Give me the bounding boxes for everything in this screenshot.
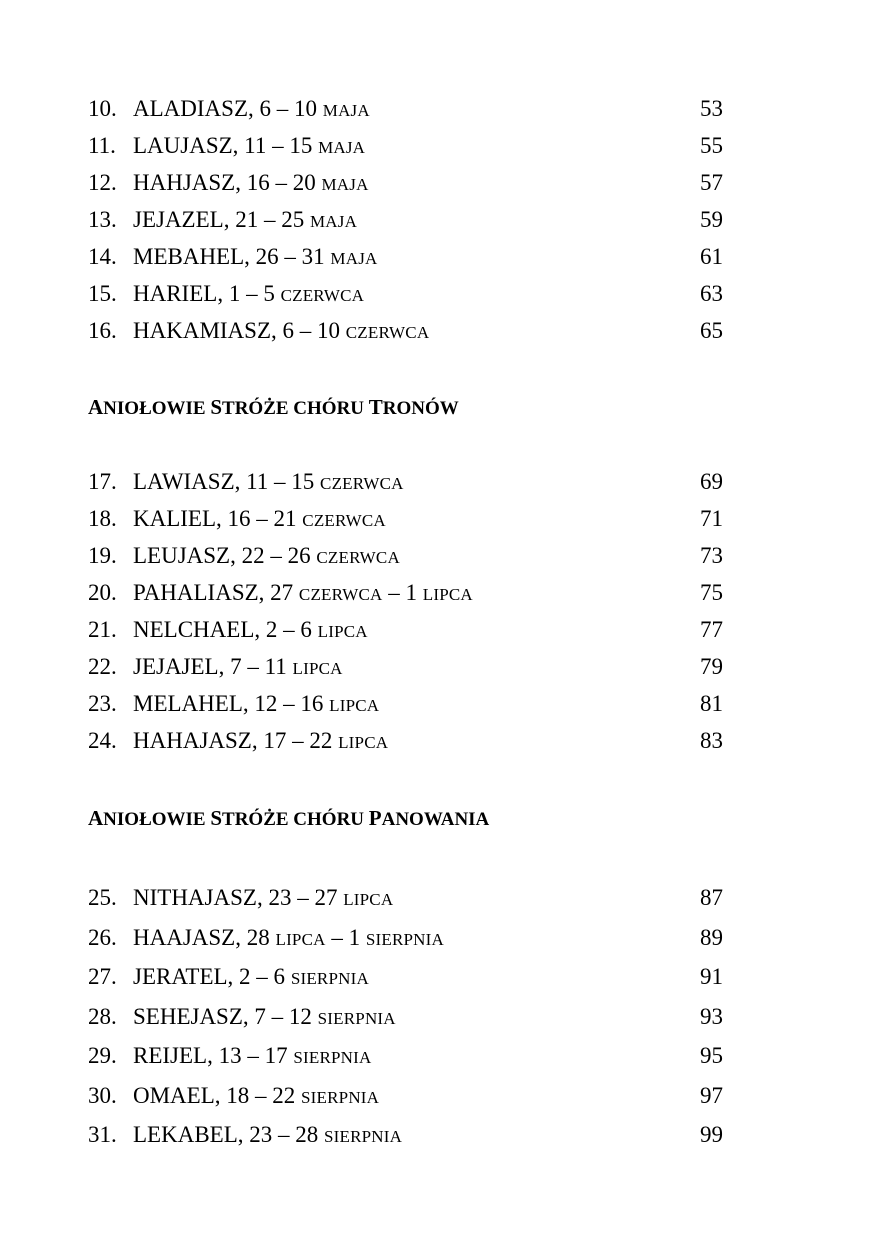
entry-page: 97 <box>700 1082 723 1108</box>
entry-title <box>133 127 365 166</box>
entry-page: 91 <box>700 964 723 989</box>
entry-number: 26. <box>88 924 117 950</box>
entry-title <box>133 275 364 314</box>
entry-number: 28. <box>88 1003 117 1029</box>
section-heading-thrones: ANIOŁOWIE STRÓŻE CHÓRU TRONÓW <box>88 395 459 419</box>
entry-page: 63 <box>700 281 723 306</box>
toc-entry <box>0 164 875 201</box>
entry-month: MAJA <box>318 138 366 157</box>
entry-name: JERATEL, 2 – 6 <box>133 964 286 989</box>
entry-number: 11. <box>88 133 116 158</box>
entry-month: MAJA <box>309 212 358 231</box>
entry-page: 83 <box>700 728 723 753</box>
entry-title <box>133 537 400 576</box>
entry-month: SIERPNIA <box>293 1048 372 1067</box>
toc-section-dominions <box>0 879 875 1156</box>
toc-entry <box>0 611 875 648</box>
entry-page: 79 <box>700 654 723 679</box>
entry-name: LEKABEL, 23 – 28 <box>133 1122 319 1147</box>
toc-entry <box>0 238 875 275</box>
entry-title <box>133 958 369 997</box>
entry-month-end: SIERPNIA <box>365 929 444 949</box>
entry-number: 10. <box>88 96 117 121</box>
entry-page: 65 <box>700 318 723 343</box>
entry-month: LIPCA <box>338 733 389 752</box>
toc-entry <box>0 685 875 722</box>
entry-month-end: LIPCA <box>422 585 473 604</box>
entry-month: CZERWCA <box>280 286 365 305</box>
toc-section-may-june <box>0 90 875 349</box>
entry-number: 18. <box>88 506 117 531</box>
entry-date-separator: – 1 <box>325 924 366 950</box>
entry-month: CZERWCA <box>298 585 383 604</box>
entry-number: 22. <box>88 654 117 679</box>
entry-name: JEJAZEL, 21 – 25 <box>133 207 305 232</box>
entry-title <box>133 998 396 1037</box>
toc-entry <box>0 998 875 1038</box>
entry-page: 55 <box>700 133 723 158</box>
entry-number: 16. <box>88 318 117 343</box>
toc-section-thrones <box>0 463 875 759</box>
toc-entry <box>0 1116 875 1156</box>
entry-page: 99 <box>700 1122 723 1147</box>
entry-number: 27. <box>88 964 117 989</box>
toc-entry <box>0 537 875 574</box>
entry-title <box>133 1116 402 1155</box>
toc-entry <box>0 312 875 349</box>
toc-entry <box>0 127 875 164</box>
entry-title <box>133 238 378 277</box>
entry-name: MEBAHEL, 26 – 31 <box>133 244 325 269</box>
entry-month: MAJA <box>322 101 370 120</box>
entry-number: 30. <box>88 1082 117 1108</box>
entry-name: SEHEJASZ, 7 – 12 <box>133 1003 312 1029</box>
section-heading-dominions: ANIOŁOWIE STRÓŻE CHÓRU PANOWANIA <box>88 806 490 830</box>
entry-month: CZERWCA <box>316 548 400 567</box>
toc-entry <box>0 574 875 611</box>
entry-number: 23. <box>88 691 117 716</box>
entry-page: 93 <box>700 1003 723 1029</box>
entry-number: 21. <box>88 617 117 642</box>
entry-title <box>133 648 343 687</box>
entry-page: 59 <box>700 207 723 232</box>
entry-name: HARIEL, 1 – 5 <box>133 281 275 306</box>
entry-page: 75 <box>700 580 723 605</box>
entry-name: HAAJASZ, 28 <box>133 924 270 950</box>
entry-month: CZERWCA <box>302 511 386 530</box>
entry-title <box>133 1077 379 1116</box>
entry-number: 14. <box>88 244 117 269</box>
entry-name: ALADIASZ, 6 – 10 <box>133 96 317 121</box>
toc-entry <box>0 648 875 685</box>
entry-month: CZERWCA <box>345 323 430 342</box>
entry-page: 73 <box>700 543 723 568</box>
entry-month: SIERPNIA <box>290 969 369 988</box>
entry-date-separator: – 1 <box>382 580 423 605</box>
toc-entry <box>0 275 875 312</box>
entry-name: NELCHAEL, 2 – 6 <box>133 617 312 642</box>
entry-month: MAJA <box>330 249 378 268</box>
entry-month: LIPCA <box>292 659 343 678</box>
entry-title <box>133 722 388 761</box>
entry-page: 81 <box>700 691 723 716</box>
toc-entry <box>0 958 875 998</box>
entry-page: 87 <box>700 885 723 910</box>
entry-number: 25. <box>88 885 117 910</box>
entry-name: OMAEL, 18 – 22 <box>133 1082 296 1108</box>
entry-number: 17. <box>88 469 117 494</box>
toc-entry <box>0 1077 875 1117</box>
entry-name: MELAHEL, 12 – 16 <box>133 691 324 716</box>
entry-name: JEJAJEL, 7 – 11 <box>133 654 287 679</box>
entry-page: 77 <box>700 617 723 642</box>
entry-title <box>133 611 368 650</box>
entry-title <box>133 879 393 918</box>
entry-month: SIERPNIA <box>301 1087 380 1107</box>
entry-name: HAHJASZ, 16 – 20 <box>133 170 316 195</box>
entry-name: LAUJASZ, 11 – 15 <box>133 133 313 158</box>
entry-page: 95 <box>700 1043 723 1068</box>
entry-title <box>133 164 369 203</box>
entry-month: MAJA <box>321 175 369 194</box>
entry-page: 69 <box>700 469 723 494</box>
toc-entry <box>0 879 875 919</box>
entry-name: LEUJASZ, 22 – 26 <box>133 543 311 568</box>
entry-title <box>133 1037 371 1076</box>
entry-name: NITHAJASZ, 23 – 27 <box>133 885 338 910</box>
entry-page: 53 <box>700 96 723 121</box>
entry-month: LIPCA <box>343 890 394 909</box>
toc-entry <box>0 1037 875 1077</box>
entry-month: CZERWCA <box>320 474 404 493</box>
entry-name: KALIEL, 16 – 21 <box>133 506 297 531</box>
entry-number: 13. <box>88 207 117 232</box>
entry-month: SIERPNIA <box>317 1008 396 1028</box>
entry-month: LIPCA <box>275 929 326 949</box>
entry-number: 12. <box>88 170 117 195</box>
toc-entry <box>0 500 875 537</box>
entry-title <box>133 312 429 351</box>
entry-title <box>133 201 357 240</box>
entry-number: 20. <box>88 580 117 605</box>
entry-number: 31. <box>88 1122 117 1147</box>
entry-page: 57 <box>700 170 723 195</box>
entry-number: 24. <box>88 728 117 753</box>
entry-name: REIJEL, 13 – 17 <box>133 1043 288 1068</box>
entry-page: 61 <box>700 244 723 269</box>
toc-entry <box>0 463 875 500</box>
entry-month: LIPCA <box>317 622 368 641</box>
entry-name: LAWIASZ, 11 – 15 <box>133 469 315 494</box>
entry-title <box>133 90 370 129</box>
entry-month: SIERPNIA <box>324 1127 403 1146</box>
entry-title <box>133 574 473 613</box>
entry-title <box>133 463 404 502</box>
toc-entry <box>0 201 875 238</box>
entry-title <box>133 500 386 539</box>
entry-name: PAHALIASZ, 27 <box>133 580 294 605</box>
entry-number: 19. <box>88 543 117 568</box>
toc-entry <box>0 919 875 959</box>
entry-number: 15. <box>88 281 117 306</box>
entry-page: 71 <box>700 506 723 531</box>
entry-number: 29. <box>88 1043 117 1068</box>
entry-page: 89 <box>700 924 723 950</box>
toc-entry <box>0 722 875 759</box>
entry-title <box>133 685 379 724</box>
entry-name: HAKAMIASZ, 6 – 10 <box>133 318 340 343</box>
toc-entry <box>0 90 875 127</box>
entry-name: HAHAJASZ, 17 – 22 <box>133 728 333 753</box>
entry-title <box>133 919 444 958</box>
entry-month: LIPCA <box>329 696 380 715</box>
